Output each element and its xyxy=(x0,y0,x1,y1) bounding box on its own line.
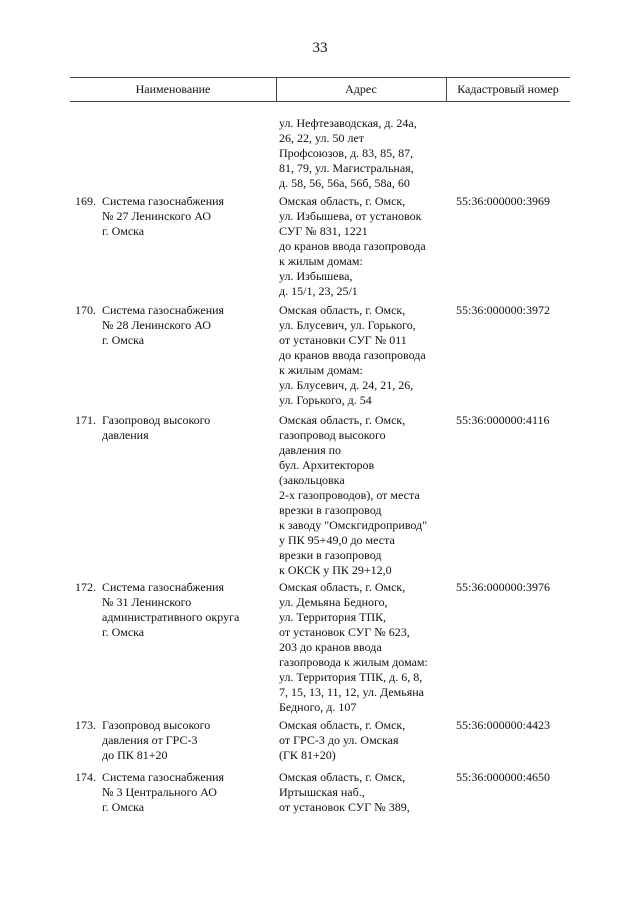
row-number: 172. xyxy=(75,580,96,594)
row-number: 174. xyxy=(75,770,96,784)
row-address: Омская область, г. Омск, ул. Избышева, от установок СУГ № 831, 1221 до кранов ввода газопровода к жилым домам: ул. Избышева, д. 15/1, 23, 25/1 xyxy=(279,194,426,298)
row-number: 169. xyxy=(75,194,96,208)
row-address: Омская область, г. Омск, от ГРС-3 до ул. Омская (ГК 81+20) xyxy=(279,718,406,762)
row-number: 170. xyxy=(75,303,96,317)
row-cadastral-number: 55:36:000000:4650 xyxy=(456,770,551,784)
row-cadastral-number: 55:36:000000:3976 xyxy=(456,580,551,594)
row-name: Газопровод высокого давления xyxy=(102,413,211,442)
header-cadastral-number: Кадастровый номер xyxy=(457,82,559,96)
row-address: Омская область, г. Омск, ул. Демьяна Бедного, ул. Территория ТПК, от установок СУГ № 623, 203 до кранов ввода газопровода к жилым домам: ул. Территория ТПК, д. 6, 8, 7, 15, 13, 11, 12, ул. Демьяна Бедного, д. 107 xyxy=(279,580,428,714)
header-address: Адрес xyxy=(345,82,377,96)
header-bottom-rule xyxy=(70,101,570,102)
row-name: Система газоснабжения № 28 Ленинского АО г. Омска xyxy=(102,303,225,347)
header-top-rule xyxy=(70,77,570,78)
header-name: Наименование xyxy=(135,82,211,96)
row-address: Омская область, г. Омск, Иртышская наб., от установок СУГ № 389, xyxy=(279,770,410,814)
row-address: Омская область, г. Омск, газопровод высокого давления по бул. Архитекторов (закольцовка 2-х газопроводов), от места врезки в газопровод к заводу "Омскгидропривод" у ПК 95+49,0 до места врезки в газопровод к ОКСК у ПК 29+12,0 xyxy=(279,413,428,577)
row-cadastral-number: 55:36:000000:4423 xyxy=(456,718,551,732)
row-number: 171. xyxy=(75,413,96,427)
row-cadastral-number: 55:36:000000:3969 xyxy=(456,194,551,208)
continuation-address: ул. Нефтезаводская, д. 24а, 26, 22, ул. 50 лет Профсоюзов, д. 83, 85, 87, 81, 79, ул. Магистральная, д. 58, 56, 56а, 56б, 58а, 60 xyxy=(279,116,417,190)
row-name: Газопровод высокого давления от ГРС-3 до ПК 81+20 xyxy=(102,718,211,762)
row-name: Система газоснабжения № 3 Центрального АО г. Омска xyxy=(102,770,225,814)
row-name: Система газоснабжения № 31 Ленинского административного округа г. Омска xyxy=(102,580,240,639)
page-number: 33 xyxy=(312,40,328,56)
row-cadastral-number: 55:36:000000:3972 xyxy=(456,303,551,317)
row-cadastral-number: 55:36:000000:4116 xyxy=(456,413,550,427)
row-number: 173. xyxy=(75,718,96,732)
row-address: Омская область, г. Омск, ул. Блусевич, ул. Горького, от установки СУГ № 011 до кранов ввода газопровода к жилым домам: ул. Блусевич, д. 24, 21, 26, ул. Горького, д. 54 xyxy=(279,303,426,407)
row-name: Система газоснабжения № 27 Ленинского АО г. Омска xyxy=(102,194,225,238)
